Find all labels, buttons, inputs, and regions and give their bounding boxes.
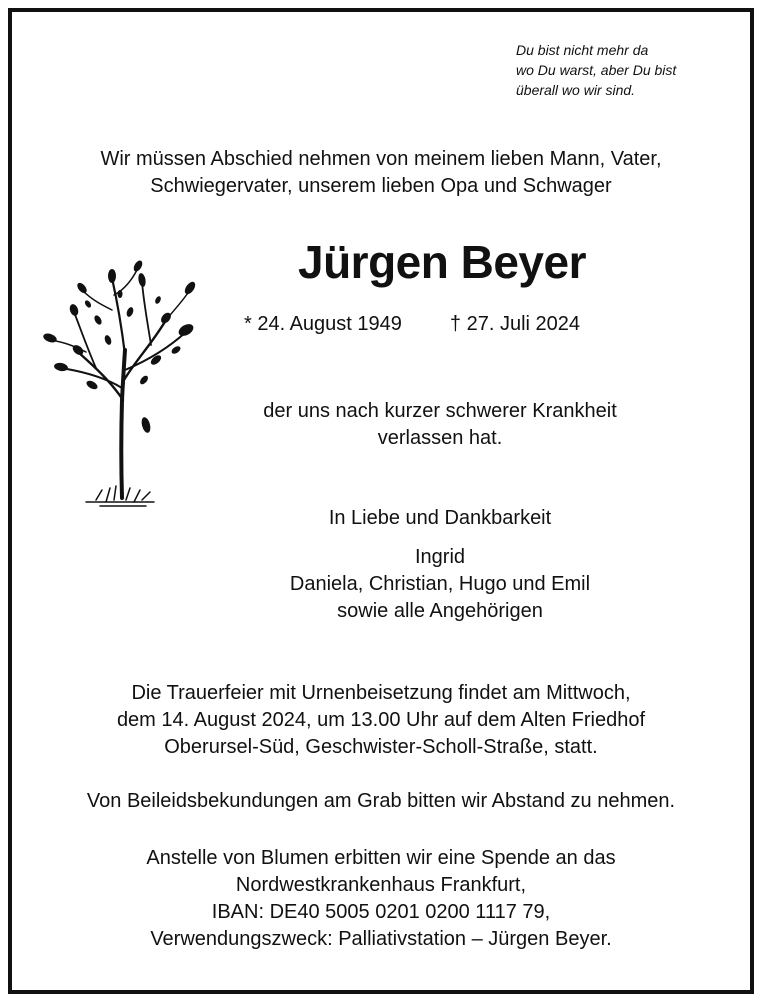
family-line: Daniela, Christian, Hugo und Emil [289, 573, 591, 595]
condolence-note: Von Beileidsbekundungen am Grab bitten wir Abstand zu nehmen. [86, 790, 676, 812]
ceremony-info [0, 680, 762, 761]
life-dates [244, 311, 580, 338]
motto-line: überall wo wir sind. [516, 82, 636, 98]
gratitude-text: In Liebe und Dankbarkeit [328, 507, 552, 529]
donation-info [0, 845, 762, 953]
donation-line: Anstelle von Blumen erbitten wir eine Spende an das [146, 847, 616, 869]
birth-date: * 24. August 1949 [244, 313, 402, 335]
donation-line: Verwendungszweck: Palliativstation – Jürgen Beyer. [150, 928, 612, 950]
deceased-name: Jürgen Beyer [297, 236, 586, 288]
motto-line: Du bist nicht mehr da [516, 42, 649, 58]
illness-text [210, 398, 670, 452]
death-date: † 27. Juli 2024 [449, 313, 581, 335]
illness-line: verlassen hat. [377, 427, 503, 449]
motto-quote [516, 40, 676, 100]
donation-line: IBAN: DE40 5005 0201 0200 1117 79, [211, 901, 551, 923]
illness-line: der uns nach kurzer schwerer Krankheit [263, 400, 617, 422]
family-line: Ingrid [414, 546, 466, 568]
donation-line: Nordwestkrankenhaus Frankfurt, [235, 874, 527, 896]
ceremony-line: Die Trauerfeier mit Urnenbeisetzung findet am Mittwoch, [131, 682, 631, 704]
motto-line: wo Du warst, aber Du bist [516, 62, 677, 78]
family-line: sowie alle Angehörigen [337, 600, 543, 622]
intro-text [0, 146, 762, 200]
ceremony-line: Oberursel-Süd, Geschwister-Scholl-Straße, statt. [164, 736, 598, 758]
ceremony-line: dem 14. August 2024, um 13.00 Uhr auf dem Alten Friedhof [116, 709, 646, 731]
intro-line: Schwiegervater, unserem lieben Opa und Schwager [150, 175, 612, 197]
family-names [210, 544, 670, 625]
tree-icon [26, 250, 206, 515]
intro-line: Wir müssen Abschied nehmen von meinem lieben Mann, Vater, [100, 148, 662, 170]
